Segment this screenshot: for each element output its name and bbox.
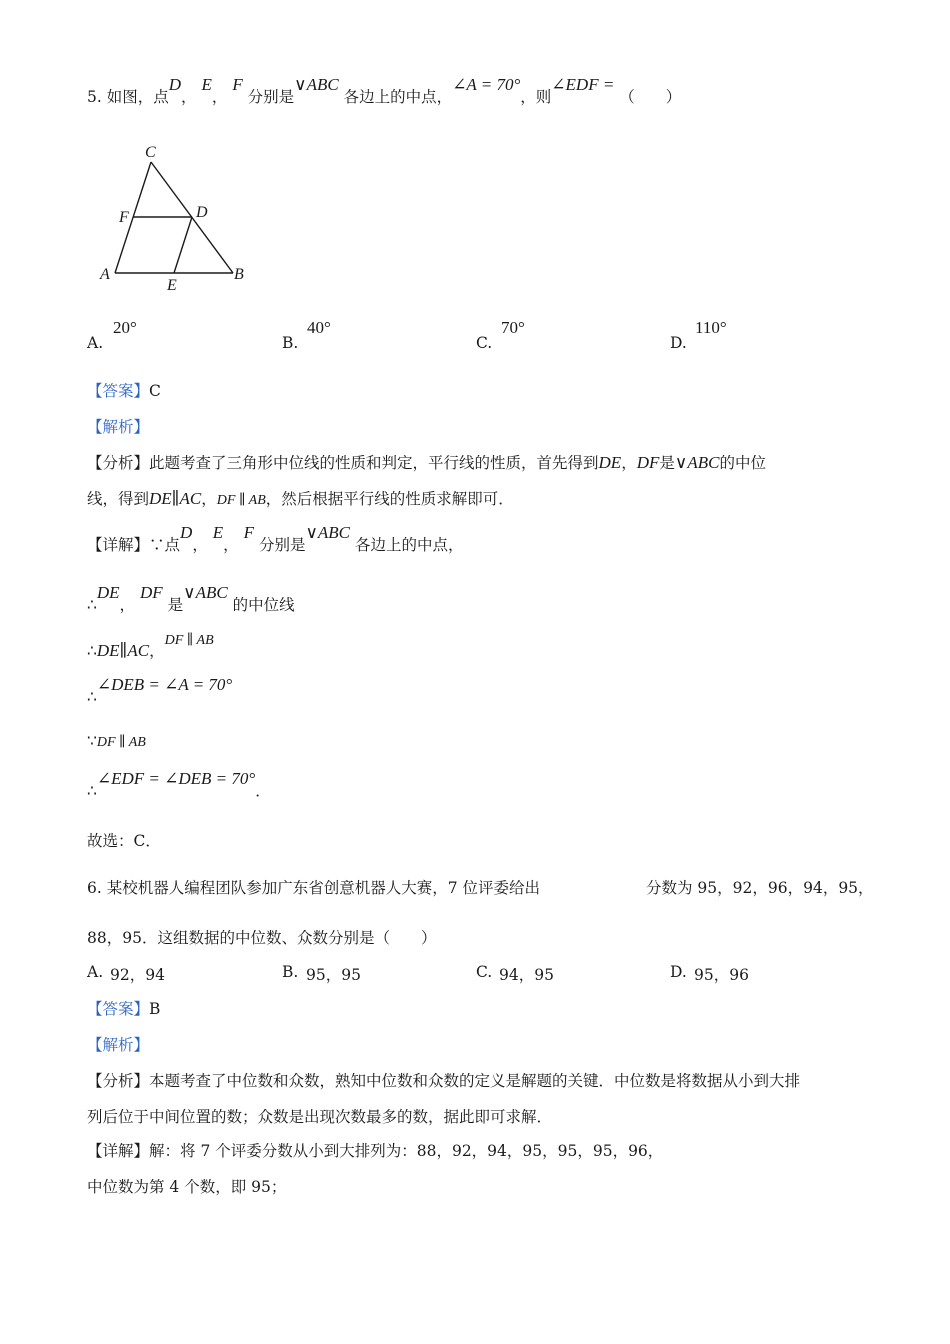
q5-paren: （ ） <box>619 88 682 106</box>
q5-step6 <box>87 769 271 802</box>
q5-stem <box>87 75 682 108</box>
q6-analysis-line2 <box>87 1106 552 1128</box>
q6-detail-line2 <box>87 1176 286 1198</box>
option-value: 92，94 <box>110 966 165 984</box>
detail-text: ∵点 <box>149 536 181 554</box>
q5-sep: ， <box>181 88 197 106</box>
q5-step3 <box>87 633 214 664</box>
answer-tag: 【答案】 <box>87 382 150 400</box>
label-d: D <box>196 204 208 221</box>
q5-stem-text-d: ，则 <box>520 88 552 106</box>
option-value: 95，96 <box>694 966 749 984</box>
label-c: C <box>145 144 156 161</box>
sep: ， <box>119 596 136 614</box>
detail-tag: 【详解】 <box>87 536 150 554</box>
option-label: C. <box>476 963 493 981</box>
q6-stem-line1 <box>87 877 540 899</box>
math-df: DF <box>140 583 163 602</box>
q6-detail-line1 <box>87 1140 663 1162</box>
analysis-text: 线，得到 <box>87 490 150 508</box>
therefore-symbol: ∴ <box>87 642 97 660</box>
detail-text: 解：将 7 个评委分数从小到大排列为：88，92，94，95，95，95，96， <box>149 1142 664 1160</box>
math-angle-edf: ∠EDF = ∠DEB = 70° <box>96 769 256 788</box>
analysis-text: 的中位 <box>719 454 766 472</box>
q5-stem-text-c: 各边上的中点， <box>343 88 453 106</box>
math-parallel-df-ab: DF ∥ AB <box>164 633 214 648</box>
math-parallel-de-ac: DE∥AC <box>149 489 202 508</box>
detail-text: 中位数为第 4 个数，即 95； <box>87 1178 287 1196</box>
detail-tag: 【详解】 <box>87 1142 150 1160</box>
q6-stem-text: 6. 某校机器人编程团队参加广东省创意机器人大赛，7 位评委给出 <box>87 879 541 897</box>
q5-point-f: F <box>232 75 243 94</box>
step-text: 是 <box>167 596 184 614</box>
q6-explain-line <box>87 1034 149 1056</box>
explain-tag: 【解析】 <box>87 418 150 436</box>
q5-detail-line1 <box>87 523 464 556</box>
option-label: A. <box>87 334 104 352</box>
segment-de <box>174 217 192 273</box>
math-triangle: ∨ABC <box>674 453 720 472</box>
math-de: DE <box>598 453 622 472</box>
option-label: D. <box>670 963 687 981</box>
math-de: DE <box>96 583 120 602</box>
q5-angle-given: ∠A = 70° <box>452 75 521 94</box>
therefore-symbol: ∴ <box>87 596 97 614</box>
option-value: 110° <box>695 318 727 337</box>
math-parallel-de-ac: DE∥AC <box>96 641 150 660</box>
math-d: D <box>180 523 193 542</box>
sep: ， <box>223 536 239 554</box>
analysis-text: ，然后根据平行线的性质求解即可． <box>265 490 514 508</box>
q5-answer-line <box>87 380 161 402</box>
label-b: B <box>234 266 244 283</box>
q5-triangle-figure <box>90 140 260 300</box>
label-e: E <box>167 277 177 294</box>
detail-text: 各边上的中点， <box>354 536 464 554</box>
q5-angle-ask: ∠EDF = <box>551 75 615 94</box>
option-label: B. <box>282 334 299 352</box>
q6-stem-text: 分数为 95，92，96，94，95， <box>646 879 874 897</box>
sep: ， <box>149 642 165 660</box>
q6-analysis-line1 <box>87 1070 800 1092</box>
option-value: 40° <box>307 318 331 337</box>
q5-point-d: D <box>168 75 182 94</box>
q5-stem-text-a: 如图，点 <box>106 88 169 106</box>
sep: ， <box>201 490 217 508</box>
q5-choose <box>87 830 161 852</box>
sep: ． <box>255 782 271 800</box>
analysis-tag: 【分析】 <box>87 1072 150 1090</box>
q5-step4 <box>87 675 233 708</box>
q5-step5 <box>87 730 146 754</box>
sep: ， <box>621 454 637 472</box>
option-label: C. <box>476 334 493 352</box>
option-label: D. <box>670 334 687 352</box>
q5-triangle: ∨ABC <box>294 75 339 94</box>
q5-point-e: E <box>201 75 212 94</box>
q5-number: 5. <box>87 88 102 106</box>
q5-sep: ， <box>211 88 228 106</box>
option-value: 20° <box>113 318 137 337</box>
option-label: B. <box>282 963 299 981</box>
q5-answer: C <box>149 382 161 400</box>
therefore-symbol: ∴ <box>87 688 97 706</box>
detail-text: 分别是 <box>258 536 306 554</box>
answer-tag: 【答案】 <box>87 1000 150 1018</box>
q5-step2 <box>87 583 295 616</box>
q6-stem-line2 <box>87 927 436 949</box>
analysis-tag: 【分析】 <box>87 454 150 472</box>
option-value: 95，95 <box>306 966 361 984</box>
q5-analysis-line2 <box>87 488 514 512</box>
sep: ， <box>192 536 208 554</box>
label-a: A <box>100 266 110 283</box>
math-f: F <box>243 523 254 542</box>
because-symbol: ∵ <box>87 732 97 750</box>
q6-answer-line <box>87 998 160 1020</box>
math-df: DF <box>636 453 660 472</box>
q6-stem-text: 88，95．这组数据的中位数、众数分别是（ ） <box>87 929 437 947</box>
label-f: F <box>119 209 129 226</box>
option-label: A. <box>87 963 104 981</box>
math-triangle: ∨ABC <box>305 523 351 542</box>
math-parallel-df-ab: DF ∥ AB <box>96 735 146 750</box>
analysis-text: 本题考查了中位数和众数，熟知中位数和众数的定义是解题的关键．中位数是将数据从小到大排 <box>149 1072 801 1090</box>
math-triangle: ∨ABC <box>183 583 228 602</box>
analysis-text: 列后位于中间位置的数；众数是出现次数最多的数，据此即可求解． <box>87 1108 553 1126</box>
q5-analysis-line1 <box>87 452 766 474</box>
q5-explain-line <box>87 416 149 438</box>
analysis-text: 此题考查了三角形中位线的性质和判定，平行线的性质，首先得到 <box>149 454 599 472</box>
math-angle-deb: ∠DEB = ∠A = 70° <box>96 675 233 694</box>
step-text: 的中位线 <box>232 596 295 614</box>
option-value: 94，95 <box>499 966 554 984</box>
q6-stem-line1b <box>646 877 874 899</box>
therefore-symbol: ∴ <box>87 782 97 800</box>
q5-stem-text-b: 分别是 <box>247 88 295 106</box>
explain-tag: 【解析】 <box>87 1036 150 1054</box>
math-e: E <box>212 523 224 542</box>
analysis-text: 是 <box>659 454 675 472</box>
math-parallel-df-ab: DF ∥ AB <box>216 493 266 508</box>
option-value: 70° <box>501 318 525 337</box>
q6-answer: B <box>149 1000 161 1018</box>
choose-text: 故选：C． <box>87 832 161 850</box>
